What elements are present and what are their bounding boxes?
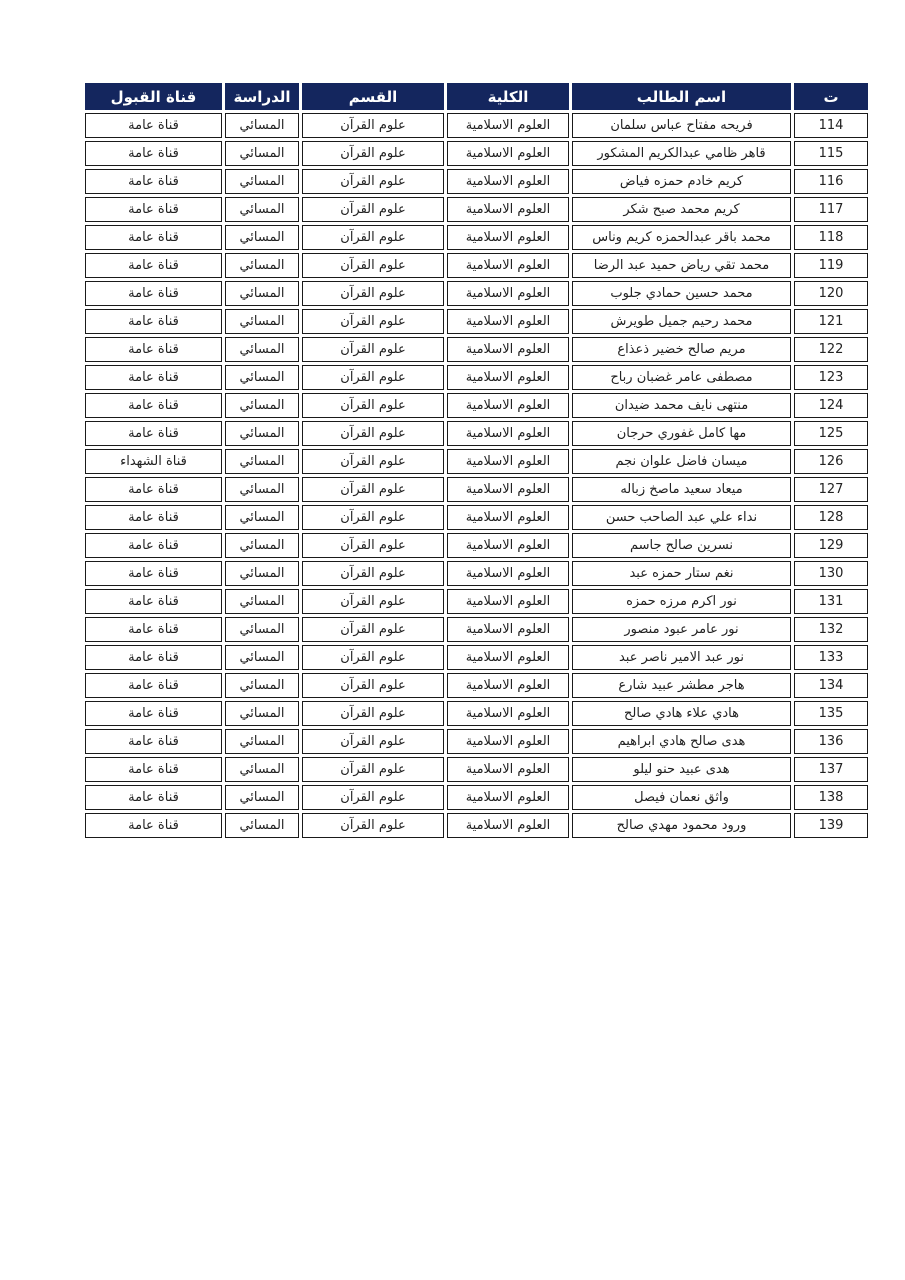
cell-channel: قناة عامة	[85, 785, 222, 810]
cell-study: المسائي	[225, 197, 299, 222]
cell-college: العلوم الاسلامية	[447, 589, 569, 614]
cell-college: العلوم الاسلامية	[447, 729, 569, 754]
cell-name: مها كامل غفوري حرجان	[572, 421, 791, 446]
cell-college: العلوم الاسلامية	[447, 169, 569, 194]
cell-id: 115	[794, 141, 868, 166]
column-header-name: اسم الطالب	[572, 83, 791, 110]
cell-department: علوم القرآن	[302, 757, 444, 782]
cell-channel: قناة عامة	[85, 421, 222, 446]
cell-channel: قناة عامة	[85, 169, 222, 194]
cell-college: العلوم الاسلامية	[447, 701, 569, 726]
cell-channel: قناة عامة	[85, 141, 222, 166]
cell-study: المسائي	[225, 813, 299, 838]
cell-college: العلوم الاسلامية	[447, 785, 569, 810]
table-row	[85, 673, 868, 698]
cell-id: 114	[794, 113, 868, 138]
cell-channel: قناة عامة	[85, 505, 222, 530]
cell-study: المسائي	[225, 309, 299, 334]
cell-department: علوم القرآن	[302, 449, 444, 474]
table-row	[85, 393, 868, 418]
cell-channel: قناة عامة	[85, 197, 222, 222]
cell-study: المسائي	[225, 113, 299, 138]
cell-college: العلوم الاسلامية	[447, 421, 569, 446]
students-table-container	[82, 80, 871, 841]
cell-department: علوم القرآن	[302, 561, 444, 586]
cell-name: نور عامر عبود منصور	[572, 617, 791, 642]
cell-college: العلوم الاسلامية	[447, 561, 569, 586]
cell-channel: قناة عامة	[85, 561, 222, 586]
table-row	[85, 617, 868, 642]
cell-name: محمد حسين حمادي جلوب	[572, 281, 791, 306]
cell-college: العلوم الاسلامية	[447, 225, 569, 250]
column-header-study: الدراسة	[225, 83, 299, 110]
cell-channel: قناة عامة	[85, 617, 222, 642]
cell-department: علوم القرآن	[302, 113, 444, 138]
cell-study: المسائي	[225, 505, 299, 530]
cell-channel: قناة عامة	[85, 309, 222, 334]
cell-id: 127	[794, 477, 868, 502]
cell-id: 129	[794, 533, 868, 558]
cell-id: 130	[794, 561, 868, 586]
cell-name: نغم ستار حمزه عبد	[572, 561, 791, 586]
cell-name: منتهى نايف محمد ضيدان	[572, 393, 791, 418]
cell-channel: قناة عامة	[85, 253, 222, 278]
cell-channel: قناة عامة	[85, 281, 222, 306]
cell-department: علوم القرآن	[302, 337, 444, 362]
table-row	[85, 813, 868, 838]
cell-college: العلوم الاسلامية	[447, 113, 569, 138]
cell-college: العلوم الاسلامية	[447, 393, 569, 418]
cell-college: العلوم الاسلامية	[447, 505, 569, 530]
cell-channel: قناة الشهداء	[85, 449, 222, 474]
cell-department: علوم القرآن	[302, 477, 444, 502]
cell-study: المسائي	[225, 477, 299, 502]
cell-name: محمد باقر عبدالحمزه كريم وناس	[572, 225, 791, 250]
cell-college: العلوم الاسلامية	[447, 449, 569, 474]
cell-channel: قناة عامة	[85, 701, 222, 726]
cell-name: محمد رحيم جميل طويرش	[572, 309, 791, 334]
cell-name: كريم محمد صبح شكر	[572, 197, 791, 222]
column-header-id: ت	[794, 83, 868, 110]
cell-study: المسائي	[225, 785, 299, 810]
cell-id: 128	[794, 505, 868, 530]
table-row	[85, 253, 868, 278]
cell-study: المسائي	[225, 141, 299, 166]
cell-id: 139	[794, 813, 868, 838]
cell-id: 138	[794, 785, 868, 810]
cell-channel: قناة عامة	[85, 645, 222, 670]
cell-college: العلوم الاسلامية	[447, 141, 569, 166]
cell-college: العلوم الاسلامية	[447, 617, 569, 642]
cell-name: كريم خادم حمزه فياض	[572, 169, 791, 194]
cell-study: المسائي	[225, 337, 299, 362]
cell-name: هاجر مطشر عبيد شارع	[572, 673, 791, 698]
cell-id: 134	[794, 673, 868, 698]
cell-id: 125	[794, 421, 868, 446]
cell-department: علوم القرآن	[302, 673, 444, 698]
cell-id: 119	[794, 253, 868, 278]
cell-study: المسائي	[225, 169, 299, 194]
cell-department: علوم القرآن	[302, 589, 444, 614]
cell-study: المسائي	[225, 365, 299, 390]
cell-college: العلوم الاسلامية	[447, 337, 569, 362]
cell-college: العلوم الاسلامية	[447, 477, 569, 502]
cell-id: 122	[794, 337, 868, 362]
table-row	[85, 225, 868, 250]
cell-department: علوم القرآن	[302, 729, 444, 754]
cell-id: 135	[794, 701, 868, 726]
cell-id: 137	[794, 757, 868, 782]
cell-name: محمد تقي رياض حميد عبد الرضا	[572, 253, 791, 278]
cell-id: 117	[794, 197, 868, 222]
cell-department: علوم القرآن	[302, 505, 444, 530]
cell-study: المسائي	[225, 393, 299, 418]
cell-name: ورود محمود مهدي صالح	[572, 813, 791, 838]
cell-college: العلوم الاسلامية	[447, 673, 569, 698]
cell-name: نور اكرم مرزه حمزه	[572, 589, 791, 614]
cell-college: العلوم الاسلامية	[447, 365, 569, 390]
cell-study: المسائي	[225, 645, 299, 670]
cell-study: المسائي	[225, 253, 299, 278]
table-row	[85, 197, 868, 222]
cell-department: علوم القرآن	[302, 253, 444, 278]
table-row	[85, 477, 868, 502]
cell-department: علوم القرآن	[302, 141, 444, 166]
cell-channel: قناة عامة	[85, 757, 222, 782]
table-row	[85, 365, 868, 390]
cell-college: العلوم الاسلامية	[447, 197, 569, 222]
table-row	[85, 337, 868, 362]
cell-id: 124	[794, 393, 868, 418]
cell-name: هادي علاء هادي صالح	[572, 701, 791, 726]
cell-study: المسائي	[225, 533, 299, 558]
cell-name: نسرين صالح جاسم	[572, 533, 791, 558]
table-row	[85, 701, 868, 726]
cell-department: علوم القرآن	[302, 421, 444, 446]
cell-channel: قناة عامة	[85, 673, 222, 698]
cell-channel: قناة عامة	[85, 729, 222, 754]
cell-id: 120	[794, 281, 868, 306]
cell-study: المسائي	[225, 225, 299, 250]
cell-college: العلوم الاسلامية	[447, 645, 569, 670]
table-row	[85, 785, 868, 810]
cell-name: قاهر ظامي عبدالكريم المشكور	[572, 141, 791, 166]
table-row	[85, 757, 868, 782]
cell-study: المسائي	[225, 673, 299, 698]
cell-name: نور عبد الامير ناصر عبد	[572, 645, 791, 670]
cell-channel: قناة عامة	[85, 477, 222, 502]
table-row	[85, 533, 868, 558]
cell-id: 118	[794, 225, 868, 250]
cell-department: علوم القرآن	[302, 281, 444, 306]
table-row	[85, 281, 868, 306]
column-header-channel: قناة القبول	[85, 83, 222, 110]
table-row	[85, 169, 868, 194]
cell-department: علوم القرآن	[302, 393, 444, 418]
cell-channel: قناة عامة	[85, 533, 222, 558]
cell-college: العلوم الاسلامية	[447, 757, 569, 782]
cell-department: علوم القرآن	[302, 813, 444, 838]
table-row	[85, 113, 868, 138]
table-row	[85, 589, 868, 614]
cell-study: المسائي	[225, 561, 299, 586]
cell-id: 123	[794, 365, 868, 390]
cell-channel: قناة عامة	[85, 589, 222, 614]
cell-college: العلوم الاسلامية	[447, 309, 569, 334]
cell-id: 116	[794, 169, 868, 194]
table-row	[85, 141, 868, 166]
cell-name: نداء علي عبد الصاحب حسن	[572, 505, 791, 530]
table-row	[85, 561, 868, 586]
column-header-college: الكلية	[447, 83, 569, 110]
cell-study: المسائي	[225, 757, 299, 782]
cell-study: المسائي	[225, 729, 299, 754]
cell-department: علوم القرآن	[302, 533, 444, 558]
table-row	[85, 309, 868, 334]
cell-department: علوم القرآن	[302, 645, 444, 670]
cell-study: المسائي	[225, 449, 299, 474]
cell-name: هدى صالح هادي ابراهيم	[572, 729, 791, 754]
cell-study: المسائي	[225, 589, 299, 614]
cell-channel: قناة عامة	[85, 393, 222, 418]
table-row	[85, 421, 868, 446]
cell-department: علوم القرآن	[302, 617, 444, 642]
cell-department: علوم القرآن	[302, 309, 444, 334]
cell-id: 126	[794, 449, 868, 474]
table-row	[85, 645, 868, 670]
cell-channel: قناة عامة	[85, 225, 222, 250]
cell-channel: قناة عامة	[85, 813, 222, 838]
cell-study: المسائي	[225, 421, 299, 446]
cell-department: علوم القرآن	[302, 701, 444, 726]
cell-channel: قناة عامة	[85, 337, 222, 362]
cell-college: العلوم الاسلامية	[447, 281, 569, 306]
cell-department: علوم القرآن	[302, 225, 444, 250]
cell-name: ميسان فاضل علوان نجم	[572, 449, 791, 474]
cell-id: 121	[794, 309, 868, 334]
table-head	[85, 83, 868, 110]
cell-id: 136	[794, 729, 868, 754]
table-body	[85, 113, 868, 838]
cell-name: مريم صالح خضير ذعذاع	[572, 337, 791, 362]
cell-name: فريحه مفتاح عباس سلمان	[572, 113, 791, 138]
table-row	[85, 729, 868, 754]
cell-channel: قناة عامة	[85, 113, 222, 138]
cell-id: 133	[794, 645, 868, 670]
cell-department: علوم القرآن	[302, 365, 444, 390]
cell-name: واثق نعمان فيصل	[572, 785, 791, 810]
cell-department: علوم القرآن	[302, 169, 444, 194]
students-table	[82, 80, 871, 841]
cell-name: هدى عبيد حنو ليلو	[572, 757, 791, 782]
cell-college: العلوم الاسلامية	[447, 813, 569, 838]
column-header-department: القسم	[302, 83, 444, 110]
cell-college: العلوم الاسلامية	[447, 253, 569, 278]
cell-department: علوم القرآن	[302, 785, 444, 810]
cell-study: المسائي	[225, 701, 299, 726]
cell-name: ميعاد سعيد ماصخ زباله	[572, 477, 791, 502]
cell-id: 132	[794, 617, 868, 642]
cell-id: 131	[794, 589, 868, 614]
cell-study: المسائي	[225, 281, 299, 306]
header-row	[85, 83, 868, 110]
cell-study: المسائي	[225, 617, 299, 642]
cell-department: علوم القرآن	[302, 197, 444, 222]
cell-name: مصطفى عامر غضبان رباح	[572, 365, 791, 390]
table-row	[85, 505, 868, 530]
table-row	[85, 449, 868, 474]
cell-channel: قناة عامة	[85, 365, 222, 390]
cell-college: العلوم الاسلامية	[447, 533, 569, 558]
